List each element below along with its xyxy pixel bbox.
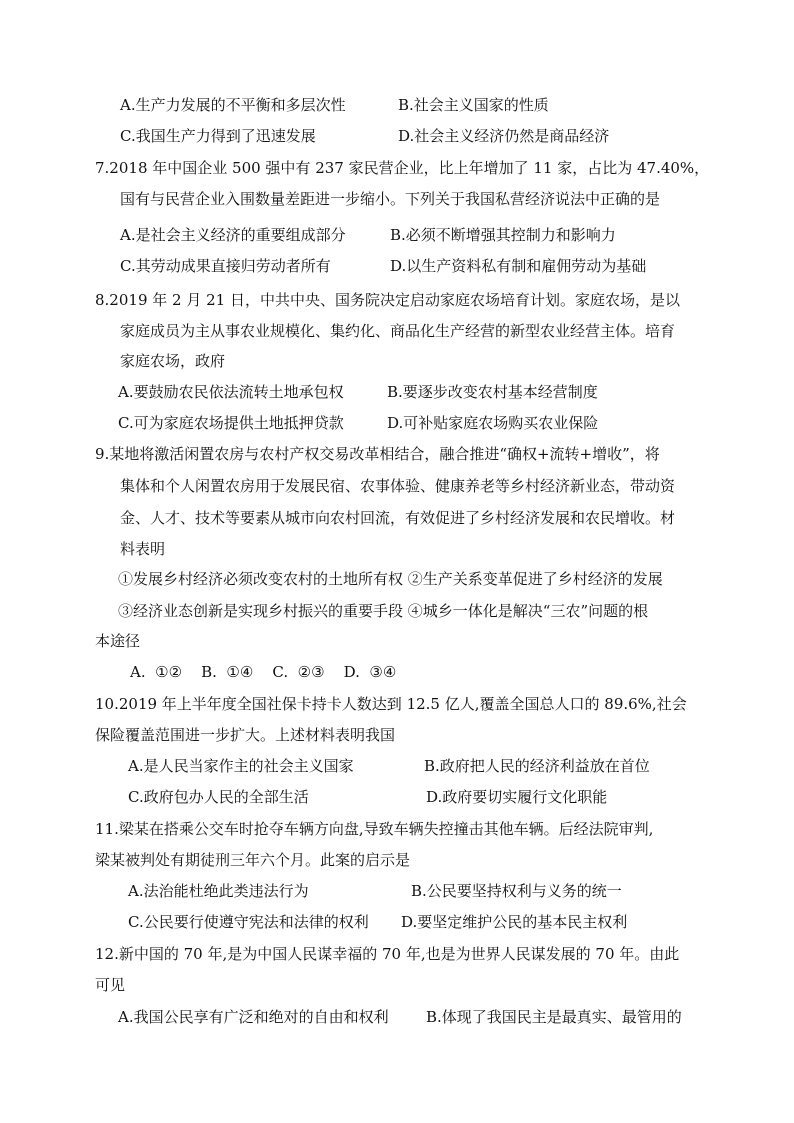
q9-options: A. ①② B. ①④ C. ②③ D. ③④ [130,663,397,681]
q8-option-b: B.要逐步改变农村基本经营制度 [387,383,598,401]
q6-option-c: C.我国生产力得到了迅速发展 [120,127,316,145]
q8-stem-line2: 家庭成员为主从事农业规模化、集约化、商品化生产经营的新型农业经营主体。培育 [120,322,676,340]
q9-stem-line2: 集体和个人闲置农房用于发展民宿、农事体验、健康养老等乡村经济新业态，带动资 [120,477,676,495]
q8-option-a: A.要鼓励农民依法流转土地承包权 [118,383,344,401]
q11-option-b: B.公民要坚持权利与义务的统一 [411,882,622,900]
q12-stem-line1: 12.新中国的 70 年,是为中国人民谋幸福的 70 年,也是为世界人民谋发展的 70 年。由此 [95,945,680,963]
q10-option-a: A.是人民当家作主的社会主义国家 [128,757,354,775]
q9-stem-line1: 9.某地将激活闲置农房与农村产权交易改革相结合，融合推进“确权+流转+增收”，将 [95,445,660,463]
q9-stem-line3: 金、人才、技术等要素从城市向农村回流，有效促进了乡村经济发展和农民增收。材 [120,509,676,527]
q12-stem-line2: 可见 [95,976,126,994]
q10-option-c: C.政府包办人民的全部生活 [128,788,309,806]
q6-option-d: D.社会主义经济仍然是商品经济 [398,127,610,145]
q8-stem-line1: 8.2019 年 2 月 21 日，中共中央、国务院决定启动家庭农场培育计划。家庭农场，是以 [95,291,680,309]
q7-stem-line1: 7.2018 年中国企业 500 强中有 237 家民营企业，比上年增加了 11 家，占比为 47.40%， [95,159,710,177]
q9-statement-4-cont: 本途径 [95,632,141,650]
q9-stem-line4: 料表明 [120,540,166,558]
q9-statements-1-2: ①发展乡村经济必须改变农村的土地所有权 ②生产关系变革促进了乡村经济的发展 [118,570,663,588]
q11-stem-line1: 11.梁某在搭乘公交车时抢夺车辆方向盘,导致车辆失控撞击其他车辆。后经法院审判, [95,820,654,838]
q10-option-d: D.政府要切实履行文化职能 [426,788,608,806]
q12-option-a: A.我国公民享有广泛和绝对的自由和权利 [118,1008,389,1026]
q11-option-c: C.公民要行使遵守宪法和法律的权利 [128,913,369,931]
q8-option-c: C.可为家庭农场提供土地抵押贷款 [118,414,344,432]
q11-option-d: D.要坚定维护公民的基本民主权利 [401,913,628,931]
q7-option-a: A.是社会主义经济的重要组成部分 [120,226,346,244]
q11-option-a: A.法治能杜绝此类违法行为 [128,882,309,900]
q7-option-d: D.以生产资料私有制和雇佣劳动为基础 [390,257,647,275]
q6-option-a: A.生产力发展的不平衡和多层次性 [120,96,346,114]
q8-stem-line3: 家庭农场，政府 [120,352,226,370]
q7-option-c: C.其劳动成果直接归劳动者所有 [120,257,331,275]
q11-stem-line2: 梁某被判处有期徒刑三年六个月。此案的启示是 [95,851,411,869]
q8-option-d: D.可补贴家庭农场购买农业保险 [387,414,599,432]
q9-statements-3-4: ③经济业态创新是实现乡村振兴的重要手段 ④城乡一体化是解决“三农”问题的根 [118,602,649,620]
q6-option-b: B.社会主义国家的性质 [398,96,549,114]
q10-option-b: B.政府把人民的经济利益放在首位 [424,757,650,775]
q12-option-b: B.体现了我国民主是最真实、最管用的 [426,1008,682,1026]
q10-stem-line1: 10.2019 年上半年度全国社保卡持卡人数达到 12.5 亿人,覆盖全国总人口的 89.6%,社会 [95,695,687,713]
q7-stem-line2: 国有与民营企业入围数量差距进一步缩小。下列关于我国私营经济说法中正确的是 [120,190,661,208]
q7-option-b: B.必须不断增强其控制力和影响力 [390,226,616,244]
q10-stem-line2: 保险覆盖范围进一步扩大。上述材料表明我国 [95,726,396,744]
